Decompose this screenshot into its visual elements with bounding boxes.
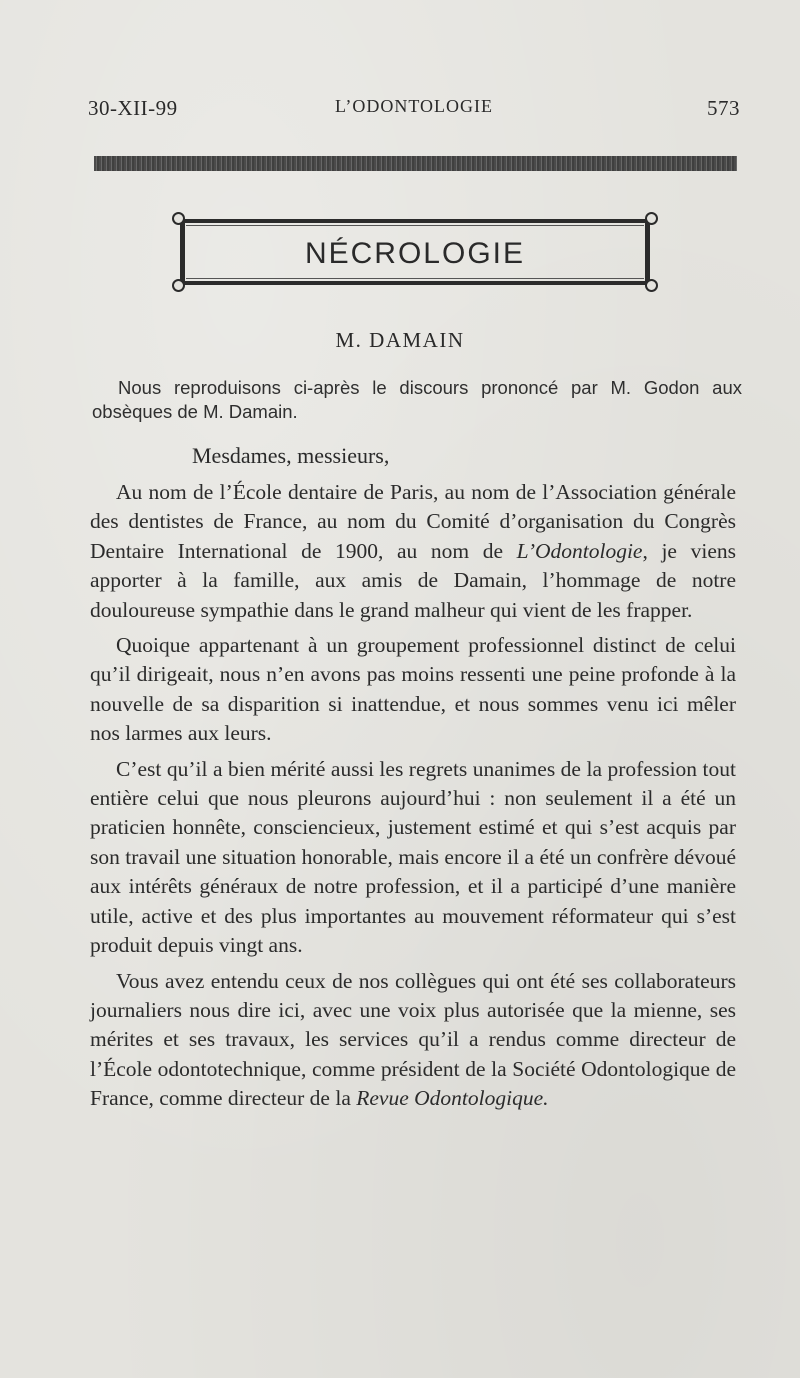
salutation: Mesdames, messieurs, <box>192 443 390 468</box>
article-subject: M. DAMAIN <box>335 328 465 352</box>
paragraph-text: Vous avez entendu ceux de nos collègues qui ont été ses collaborateurs journaliers nous dire ici, avec une voix plus autorisée que la mienne, ses mérites et ses travaux, les services qu’il a rendus comme directeur de l’École odontotechnique, comme président de la Société Odontologique de France, comme directeur de la <box>90 968 736 1111</box>
section-heading-frame <box>176 215 654 289</box>
paragraph-text: Au nom de l’École dentaire de Paris, au nom de l’Association générale des dentistes de France, au nom du Comité d’organisation du Congrès Dentaire International de 1900, au nom de <box>90 480 736 563</box>
italic-title: Revue Odontologique. <box>356 1086 549 1111</box>
corner-ornament-icon <box>645 212 658 225</box>
paragraph <box>90 478 736 625</box>
running-head <box>88 96 740 126</box>
issue-date: 30-XII-99 <box>88 96 178 120</box>
ornamental-rule <box>94 156 737 171</box>
paragraph <box>90 755 736 961</box>
speech-body <box>90 478 736 1120</box>
intro-text: Nous reproduisons ci-après le discours prononcé par M. Godon aux obsèques de M. Damain. <box>92 377 742 422</box>
journal-title: L’ODONTOLOGIE <box>335 96 493 116</box>
corner-ornament-icon <box>172 212 185 225</box>
paragraph-text: Quoique appartenant à un groupement professionnel distinct de celui qu’il dirigeait, nous n’en avons pas moins ressenti une peine profonde à la nouvelle de sa disparition si inattendue, et nous sommes venu ici mêler nos larmes aux leurs. <box>90 633 736 746</box>
section-title: NÉCROLOGIE <box>304 237 526 270</box>
corner-ornament-icon <box>172 279 185 292</box>
paragraph <box>90 631 736 749</box>
intro-note <box>92 376 742 424</box>
corner-ornament-icon <box>645 279 658 292</box>
page-number: 573 <box>707 96 740 120</box>
paragraph <box>90 967 736 1114</box>
paragraph-text: , je viens apporter à la famille, aux amis de Damain, l’hommage de notre douloureuse sympathie dans le grand malheur qui vient de les frapper. <box>90 538 736 622</box>
paragraph-text: C’est qu’il a bien mérité aussi les regrets unanimes de la profession tout entière celui que nous pleurons aujourd’hui : non seulement il a été un praticien honnête, consciencieux, justement estimé et qui s’est acquis par son travail une situation honorable, mais encore il a été un confrère dévoué aux intérêts généraux de notre profession, et il a participé d’une manière utile, active et des plus importantes au mouvement réformateur qui s’est produit depuis vingt ans. <box>90 756 736 958</box>
italic-title: L’Odontologie <box>516 538 643 563</box>
